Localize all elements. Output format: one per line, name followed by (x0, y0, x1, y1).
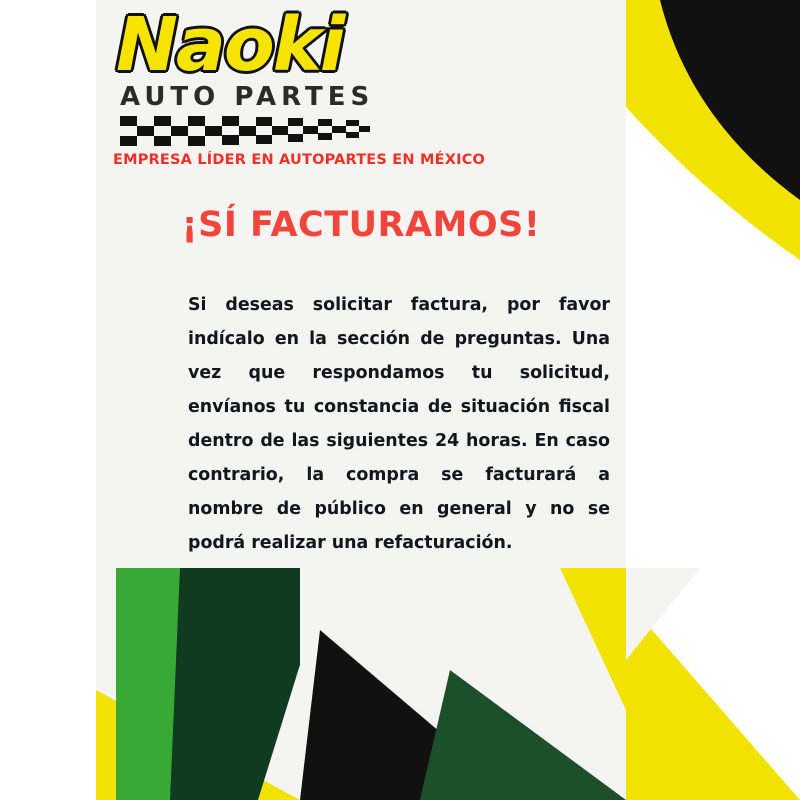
brand-tagline: EMPRESA LÍDER EN AUTOPARTES EN MÉXICO (113, 152, 486, 168)
body-paragraph: Si deseas solicitar factura, por favor indícalo en la sección de preguntas. Una vez que respondamos tu solicitud, envíanos tu constancia de situación fiscal dentro de las siguientes 24 horas. En caso contrario, la compra se facturará a nombre de público en general y no se podrá realizar una refacturación. (188, 295, 610, 553)
brand-subtitle: AUTO PARTES (120, 82, 375, 112)
page-title: ¡SÍ FACTURAMOS! (181, 205, 541, 245)
brand-name: Naoki (116, 2, 344, 88)
checkered-flag-icon (120, 114, 370, 148)
brand-logo (110, 4, 530, 174)
